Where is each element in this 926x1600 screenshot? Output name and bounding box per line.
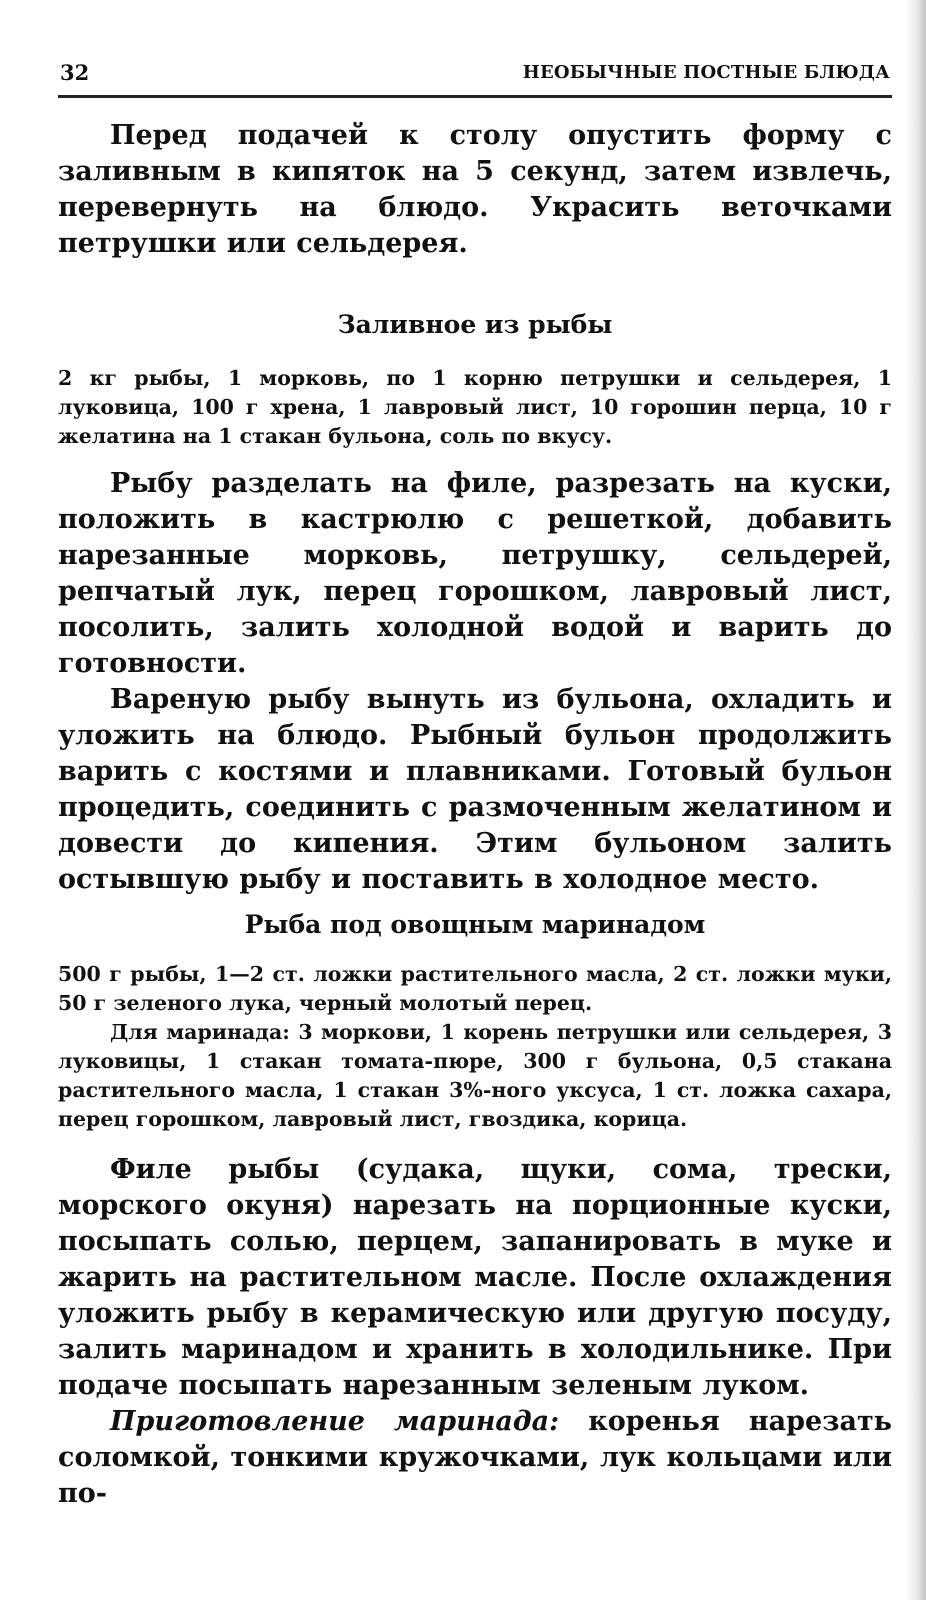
- recipe1-ingredients: 2 кг рыбы, 1 морковь, по 1 корню петрушки и сельдерея, 1 луковица, 100 г хрена, 1 лавровый лист, 10 горошин перца, 10 г желатина на 1 стакан бульона, соль по вкусу.: [58, 366, 892, 448]
- recipe1-step-1: Рыбу разделать на филе, разрезать на куски, положить в кастрюлю с решеткой, добавить нарезанные морковь, петрушку, сельдерей, репчатый лук, перец горошком, лавровый лист, посолить, залить холодной водой и варить до готовности.: [58, 468, 892, 679]
- recipe1-ingredients-block: [58, 364, 892, 451]
- recipe2-marinade-ingredients: Для маринада: 3 моркови, 1 корень петрушки или сельдерея, 3 луковицы, 1 стакан томата-пюре, 300 г бульона, 0,5 стакана растительного масла, 1 стакан 3%-ного уксуса, 1 ст. ложка сахара, перец горошком, лавровый лист, гвоздика, корица.: [58, 1020, 892, 1131]
- page-header: [60, 56, 890, 88]
- recipe2-ingredients-block: [58, 960, 892, 1134]
- recipe1-step-2: Вареную рыбу вынуть из бульона, охладить и уложить на блюдо. Рыбный бульон продолжить варить с костями и плавниками. Готовый бульон процедить, соединить с размоченным желатином и довести до кипения. Этим бульоном залить остывшую рыбу и поставить в холодное место.: [58, 684, 892, 895]
- recipe2-step-1: Филе рыбы (судака, щуки, сома, трески, морского окуня) нарезать на порционные куски, посыпать солью, перцем, запанировать в муке и жарить на растительном масле. После охлаждения уложить рыбу в керамическую или другую посуду, залить маринадом и хранить в холодильнике. При подаче посыпать нарезанным зеленым луком.: [58, 1154, 892, 1401]
- marinade-label: Приготовление маринада:: [110, 1406, 560, 1437]
- scan-edge-shadow: [904, 0, 926, 1600]
- intro-paragraph: Перед подачей к столу опустить форму с заливным в кипяток на 5 секунд, затем извлечь, перевернуть на блюдо. Украсить веточками петрушки или сельдерея.: [58, 120, 892, 259]
- recipe-title-fish-aspic: Заливное из рыбы: [337, 310, 613, 339]
- recipe-title-fish-marinade: Рыба под овощным маринадом: [244, 910, 706, 939]
- marinade-text: коренья нарезать соломкой, тонкими кружочками, лук кольцами или по-: [58, 1406, 892, 1509]
- page-number: 32: [60, 60, 90, 85]
- recipe2-marinade-paragraph: [58, 1404, 892, 1512]
- recipe2-steps-block: [58, 1152, 892, 1512]
- running-title: НЕОБЫЧНЫЕ ПОСТНЫЕ БЛЮДА: [522, 62, 890, 83]
- header-rule: [58, 95, 892, 98]
- intro-block: [58, 118, 892, 262]
- recipe2-ingredients: 500 г рыбы, 1—2 ст. ложки растительного масла, 2 ст. ложки муки, 50 г зеленого лука, черный молотый перец.: [58, 962, 892, 1015]
- recipe1-steps-block: [58, 466, 892, 898]
